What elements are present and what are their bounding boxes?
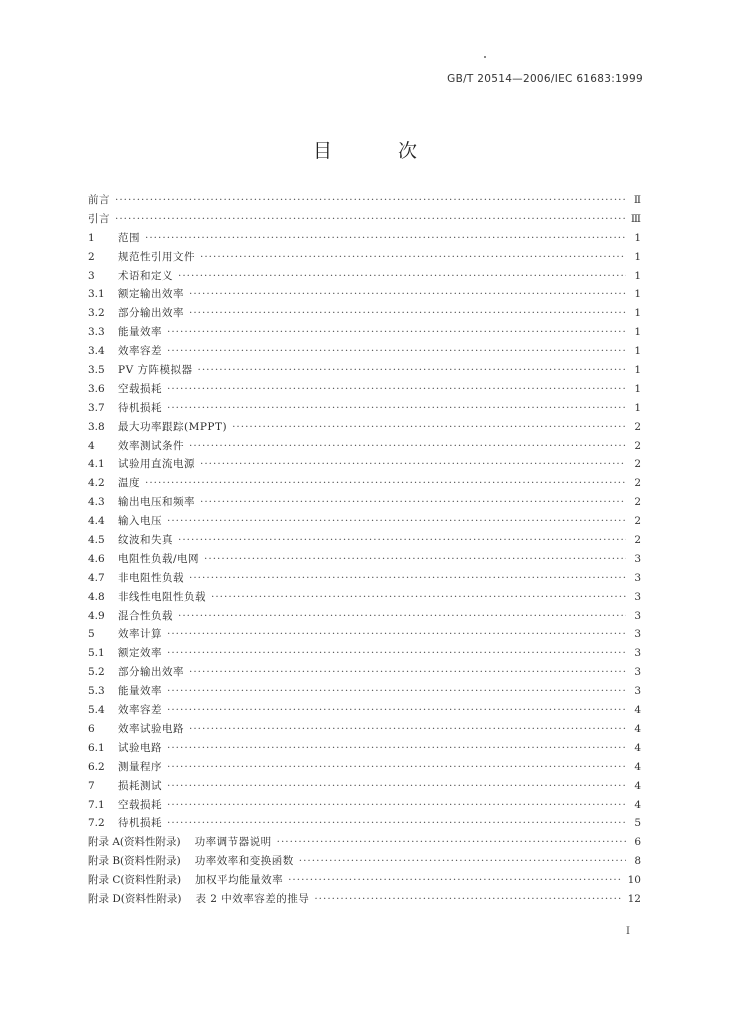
page-number: Ⅰ <box>626 926 630 937</box>
toc-entry-title: 额定输出效率 <box>118 288 184 301</box>
toc-entry[interactable] <box>88 589 641 608</box>
toc-entry[interactable] <box>88 853 641 872</box>
toc-entry-number: 4.2 <box>88 477 105 490</box>
toc-entry-title: 电阻性负载/电网 <box>118 552 200 565</box>
scan-dot <box>484 56 486 58</box>
toc-entry-number: 6.2 <box>88 760 105 773</box>
toc-entry[interactable] <box>88 419 641 438</box>
toc-entry-number: 3.5 <box>88 364 105 377</box>
dot-leader <box>115 213 626 225</box>
toc-entry[interactable] <box>88 664 641 683</box>
toc-entry-page: 2 <box>634 420 641 433</box>
toc-entry-number: 5.4 <box>88 704 105 717</box>
dot-leader <box>204 553 626 565</box>
toc-entry[interactable] <box>88 400 641 419</box>
dot-leader <box>189 288 626 300</box>
toc-entry-number: 2 <box>88 250 95 263</box>
toc-entry-number: 4.5 <box>88 534 105 547</box>
dot-leader <box>178 610 626 622</box>
toc-entry-page: 4 <box>634 704 641 717</box>
toc-entry-page: Ⅱ <box>633 194 641 206</box>
dot-leader <box>178 270 626 282</box>
dot-leader <box>189 307 626 319</box>
toc-entry-page: 2 <box>634 477 641 490</box>
dot-leader <box>167 383 626 395</box>
dot-leader <box>189 440 626 452</box>
toc-entry[interactable] <box>88 211 641 230</box>
toc-entry-number: 4 <box>88 439 95 452</box>
toc-entry-title: 温度 <box>118 477 140 490</box>
toc-entry[interactable] <box>88 362 641 381</box>
toc-entry[interactable] <box>88 645 641 664</box>
toc-entry[interactable] <box>88 797 641 816</box>
dot-leader <box>167 628 626 640</box>
toc-entry[interactable] <box>88 872 641 891</box>
toc-entry-title: 部分输出效率 <box>118 666 184 679</box>
toc-entry-page: 3 <box>634 685 641 698</box>
toc-entry-number: 6.1 <box>88 741 105 754</box>
toc-entry-title: 功率调节器说明 <box>194 836 272 849</box>
toc-entry-page: 1 <box>634 364 641 377</box>
toc-entry-page: 1 <box>634 269 641 282</box>
toc-entry-title: 混合性负载 <box>118 609 173 622</box>
toc-entry-number: 3.3 <box>88 326 105 339</box>
toc-entry-number: 4.4 <box>88 515 105 528</box>
toc-entry-page: 1 <box>634 401 641 414</box>
dot-leader <box>167 647 626 659</box>
toc-entry-number: 3.7 <box>88 401 105 414</box>
dot-leader <box>115 194 626 206</box>
toc-entry-page: 1 <box>634 382 641 395</box>
toc-entry-title: 引言 <box>88 212 110 225</box>
toc-entry-number: 4.3 <box>88 496 105 509</box>
toc-entry-page: 12 <box>627 892 641 905</box>
toc-entry-title: 效率容差 <box>118 345 162 358</box>
toc-entry-page: 4 <box>634 741 641 754</box>
toc-entry-number: 7.2 <box>88 817 105 830</box>
toc-entry-page: 6 <box>634 836 641 849</box>
toc-entry[interactable] <box>88 721 641 740</box>
toc-entry-number: 3 <box>88 269 95 282</box>
dot-leader <box>211 591 626 603</box>
toc-entry-number: 6 <box>88 722 95 735</box>
toc-entry-title: 输出电压和频率 <box>118 496 195 509</box>
toc-entry-number: 4.6 <box>88 552 105 565</box>
toc-entry-title: 额定效率 <box>118 647 162 660</box>
dot-leader <box>167 742 626 754</box>
toc-entry-title: 试验用直流电源 <box>118 458 195 471</box>
toc-entry-title: 效率试验电路 <box>118 722 184 735</box>
toc-entry[interactable] <box>88 778 641 797</box>
toc-entry-number: 附录 B(资料性附录) <box>88 855 181 868</box>
dot-leader <box>167 685 626 697</box>
toc-entry-number: 附录 A(资料性附录) <box>88 836 181 849</box>
toc-entry-page: 2 <box>634 439 641 452</box>
toc-entry-title: 功率效率和变换函数 <box>194 855 294 868</box>
standard-code: GB/T 20514—2006/IEC 61683:1999 <box>447 73 643 85</box>
toc-entry[interactable] <box>88 192 641 211</box>
dot-leader <box>299 855 626 867</box>
toc-entry-page: 8 <box>634 855 641 868</box>
toc-entry-number: 7 <box>88 779 95 792</box>
toc-entry[interactable] <box>88 475 641 494</box>
toc-entry-title: 非电阻性负载 <box>118 571 184 584</box>
dot-leader <box>189 666 626 678</box>
toc-entry[interactable] <box>88 268 641 287</box>
toc-entry-title: 测量程序 <box>118 760 162 773</box>
dot-leader <box>145 477 626 489</box>
toc-entry[interactable] <box>88 759 641 778</box>
toc-entry-title: 待机损耗 <box>118 817 162 830</box>
toc-entry-page: 3 <box>634 647 641 660</box>
toc-entry[interactable] <box>88 381 641 400</box>
toc-entry-number: 5.1 <box>88 647 105 660</box>
toc-entry[interactable] <box>88 532 641 551</box>
toc-entry-page: 10 <box>627 874 641 887</box>
toc-entry-number: 3.1 <box>88 288 105 301</box>
dot-leader <box>167 780 626 792</box>
toc-entry-title: 最大功率跟踪(MPPT) <box>118 420 228 433</box>
toc-entry-page: 3 <box>634 552 641 565</box>
toc-entry-page: 2 <box>634 496 641 509</box>
dot-leader <box>167 326 626 338</box>
toc-entry[interactable] <box>88 343 641 362</box>
toc-entry-title: 效率容差 <box>118 704 162 717</box>
toc-entry-title: 效率计算 <box>118 628 162 641</box>
dot-leader <box>314 893 622 905</box>
toc-entry[interactable] <box>88 608 641 627</box>
dot-leader <box>200 496 626 508</box>
toc-entry-page: Ⅲ <box>630 212 641 225</box>
toc-entry-page: 4 <box>634 779 641 792</box>
toc-entry-number: 3.4 <box>88 345 105 358</box>
toc-entry-title: PV 方阵模拟器 <box>118 364 193 377</box>
toc-entry[interactable] <box>88 324 641 343</box>
toc-entry[interactable] <box>88 815 641 834</box>
toc-entry-title: 规范性引用文件 <box>118 250 195 263</box>
dot-leader <box>167 761 626 773</box>
toc-entry-page: 3 <box>634 666 641 679</box>
toc-entry[interactable] <box>88 740 641 759</box>
toc-entry[interactable] <box>88 891 641 910</box>
dot-leader <box>167 402 626 414</box>
toc-entry-title: 纹波和失真 <box>118 534 173 547</box>
toc-entry-number: 5.3 <box>88 685 105 698</box>
toc-entry-page: 3 <box>634 628 641 641</box>
toc-entry-page: 3 <box>634 609 641 622</box>
toc-entry-title: 术语和定义 <box>118 269 173 282</box>
toc-entry-page: 4 <box>634 722 641 735</box>
toc-entry-number: 3.2 <box>88 307 105 320</box>
dot-leader <box>167 799 626 811</box>
toc-entry-page: 4 <box>634 760 641 773</box>
toc-entry-number: 5 <box>88 628 95 641</box>
dot-leader <box>277 836 626 848</box>
toc-entry-page: 1 <box>634 345 641 358</box>
dot-leader <box>189 723 626 735</box>
toc-entry-page: 1 <box>634 231 641 244</box>
table-of-contents <box>88 192 641 910</box>
toc-entry-number: 3.8 <box>88 420 105 433</box>
toc-entry-page: 1 <box>634 307 641 320</box>
toc-entry-page: 3 <box>634 571 641 584</box>
toc-entry[interactable] <box>88 305 641 324</box>
toc-entry-page: 1 <box>634 250 641 263</box>
dot-leader <box>200 458 626 470</box>
toc-entry-title: 能量效率 <box>118 685 162 698</box>
toc-entry[interactable] <box>88 456 641 475</box>
toc-entry-page: 2 <box>634 458 641 471</box>
toc-entry-number: 4.8 <box>88 590 105 603</box>
dot-leader <box>189 572 626 584</box>
toc-entry-number: 4.1 <box>88 458 105 471</box>
toc-entry[interactable] <box>88 570 641 589</box>
toc-entry-number: 3.6 <box>88 382 105 395</box>
dot-leader <box>145 232 626 244</box>
toc-entry-page: 3 <box>634 590 641 603</box>
toc-entry-page: 1 <box>634 326 641 339</box>
toc-entry-title: 空载损耗 <box>118 798 162 811</box>
toc-entry-number: 5.2 <box>88 666 105 679</box>
toc-entry-title: 表 2 中效率容差的推导 <box>195 892 310 905</box>
toc-entry-number: 附录 D(资料性附录) <box>88 892 182 905</box>
toc-entry-page: 1 <box>634 288 641 301</box>
toc-entry[interactable] <box>88 513 641 532</box>
dot-leader <box>288 874 623 886</box>
dot-leader <box>167 704 626 716</box>
toc-entry-number: 1 <box>88 231 95 244</box>
toc-entry[interactable] <box>88 249 641 268</box>
toc-entry-title: 损耗测试 <box>118 779 162 792</box>
toc-entry[interactable] <box>88 286 641 305</box>
dot-leader <box>198 364 627 376</box>
toc-entry[interactable] <box>88 683 641 702</box>
dot-leader <box>167 345 626 357</box>
toc-entry-title: 试验电路 <box>118 741 162 754</box>
toc-entry-title: 前言 <box>88 194 110 206</box>
toc-entry-number: 4.7 <box>88 571 105 584</box>
toc-entry[interactable] <box>88 230 641 249</box>
toc-entry-title: 加权平均能量效率 <box>195 874 284 887</box>
toc-entry[interactable] <box>88 551 641 570</box>
toc-entry[interactable] <box>88 438 641 457</box>
toc-entry-title: 范围 <box>118 231 140 244</box>
toc-entry-number: 4.9 <box>88 609 105 622</box>
toc-entry-page: 5 <box>634 817 641 830</box>
toc-entry-title: 非线性电阻性负载 <box>118 590 206 603</box>
dot-leader <box>178 534 626 546</box>
dot-leader <box>167 515 626 527</box>
toc-entry-title: 输入电压 <box>118 515 162 528</box>
page-title: 目 次 <box>312 140 448 162</box>
dot-leader <box>167 817 626 829</box>
toc-entry[interactable] <box>88 834 641 853</box>
toc-entry[interactable] <box>88 702 641 721</box>
toc-entry-title: 能量效率 <box>118 326 162 339</box>
toc-entry-title: 空载损耗 <box>118 382 162 395</box>
toc-entry-title: 效率测试条件 <box>118 439 184 452</box>
dot-leader <box>232 421 626 433</box>
toc-entry-page: 4 <box>634 798 641 811</box>
toc-entry-number: 附录 C(资料性附录) <box>88 874 182 887</box>
toc-entry-number: 7.1 <box>88 798 105 811</box>
dot-leader <box>200 251 626 263</box>
toc-entry-page: 2 <box>634 534 641 547</box>
toc-entry[interactable] <box>88 626 641 645</box>
toc-entry-title: 部分输出效率 <box>118 307 184 320</box>
toc-entry-title: 待机损耗 <box>118 401 162 414</box>
toc-entry[interactable] <box>88 494 641 513</box>
toc-entry-page: 2 <box>634 515 641 528</box>
